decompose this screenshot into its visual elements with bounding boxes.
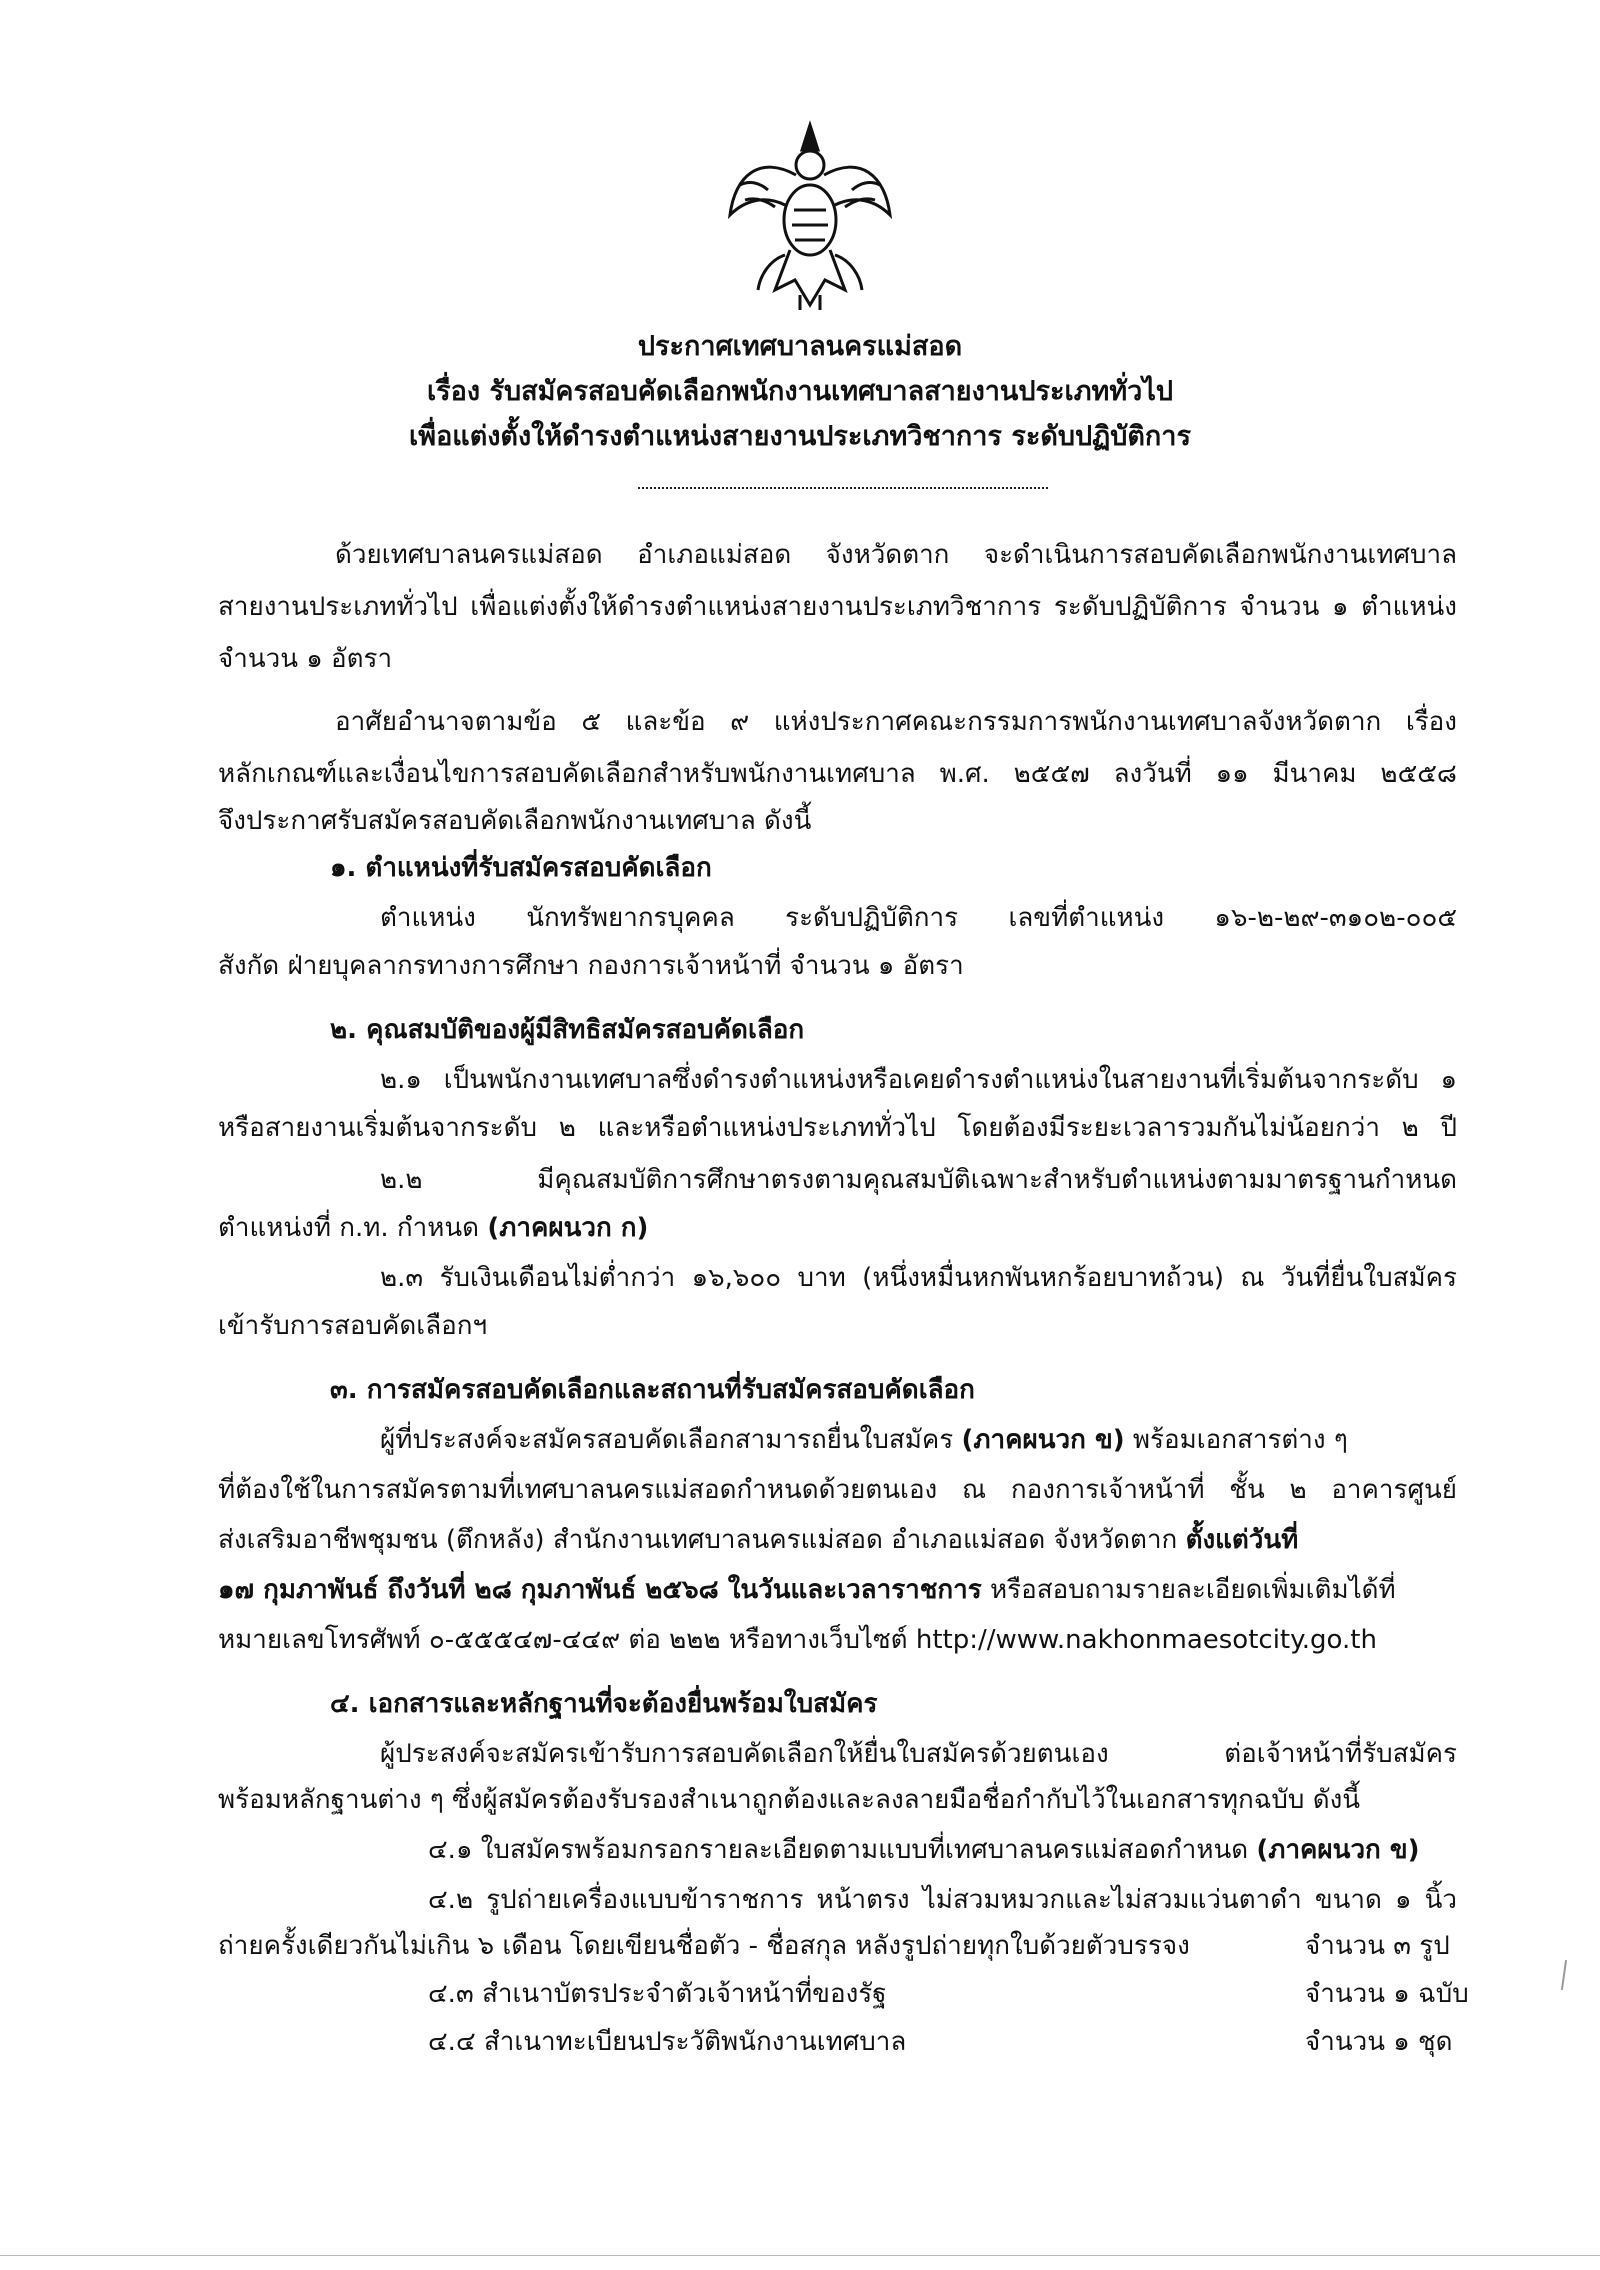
intro-p2-line3: จึงประกาศรับสมัครสอบคัดเลือกพนักงานเทศบาล ดังนี้ — [218, 806, 812, 836]
section3-line4 — [218, 1572, 1396, 1608]
appendix-b-label: (ภาคผนวก ข) — [961, 1425, 1125, 1455]
section2-item1-line2: หรือสายงานเริ่มต้นจากระดับ ๒ และหรือตำแหน่งประเภททั่วไป โดยต้องมีระยะเวลารวมกันไม่น้อยกว่า ๒ ปี — [218, 1113, 1457, 1143]
intro-p1-line1: ด้วยเทศบาลนครแม่สอด อำเภอแม่สอด จังหวัดตาก จะดำเนินการสอบคัดเลือกพนักงานเทศบาล — [335, 540, 1457, 570]
announcement-title: ประกาศเทศบาลนครแม่สอด — [637, 331, 963, 362]
section2-item2-line2 — [218, 1210, 648, 1246]
scan-mark — [1561, 1960, 1567, 1990]
section4-item4: ๔.๔ สำเนาทะเบียนประวัติพนักงานเทศบาล — [428, 2027, 907, 2057]
intro-p1-line2: สายงานประเภททั่วไป เพื่อแต่งตั้งให้ดำรงตำแหน่งสายงานประเภทวิชาการ ระดับปฏิบัติการ จำนวน ๑ ตำแหน่ง — [218, 592, 1457, 622]
section1-heading: ๑. ตำแหน่งที่รับสมัครสอบคัดเลือก — [330, 853, 712, 883]
divider-dotted — [638, 487, 1048, 489]
announcement-subject-line2: เพื่อแต่งตั้งให้ดำรงตำแหน่งสายงานประเภทวิชาการ ระดับปฏิบัติการ — [409, 421, 1191, 452]
intro-p2-line1: อาศัยอำนาจตามข้อ ๕ และข้อ ๙ แห่งประกาศคณะกรรมการพนักงานเทศบาลจังหวัดตาก เรื่อง — [335, 707, 1457, 737]
section4-item2-line1: ๔.๒ รูปถ่ายเครื่องแบบข้าราชการ หน้าตรง ไม่สวมหมวกและไม่สวมแว่นตาดำ ขนาด ๑ นิ้ว — [428, 1885, 1457, 1915]
announcement-subject: เรื่อง รับสมัครสอบคัดเลือกพนักงานเทศบาลสายงานประเภททั่วไป — [426, 376, 1174, 407]
section2-heading: ๒. คุณสมบัติของผู้มีสิทธิสมัครสอบคัดเลือก — [330, 1015, 805, 1045]
section3-line2: ที่ต้องใช้ในการสมัครตามที่เทศบาลนครแม่สอดกำหนดด้วยตนเอง ณ กองการเจ้าหน้าที่ ชั้น ๒ อาคารศูนย์ — [218, 1475, 1457, 1505]
section3-line5-contact: หมายเลขโทรศัพท์ ๐-๕๕๕๔๗-๔๔๙ ต่อ ๒๒๒ หรือทางเว็บไซต์ http://www.nakhonmaesotcity.go.th — [218, 1625, 1377, 1655]
section3-line1-text: ผู้ที่ประสงค์จะสมัครสอบคัดเลือกสามารถยื่นใบสมัคร — [380, 1425, 962, 1455]
section3-line1 — [380, 1422, 1348, 1458]
section1-line2: สังกัด ฝ่ายบุคลากรทางการศึกษา กองการเจ้าหน้าที่ จำนวน ๑ อัตรา — [218, 951, 964, 981]
garuda-emblem-icon — [720, 115, 900, 315]
section4-item1-text: ๔.๑ ใบสมัครพร้อมกรอกรายละเอียดตามแบบที่เทศบาลนครแม่สอดกำหนด — [428, 1835, 1257, 1865]
section3-line4-tail: หรือสอบถามรายละเอียดเพิ่มเติมได้ที่ — [981, 1575, 1396, 1605]
page-bottom-edge — [0, 2255, 1600, 2256]
section4-line1: ผู้ประสงค์จะสมัครเข้ารับการสอบคัดเลือกให้ยื่นใบสมัครด้วยตนเอง ต่อเจ้าหน้าที่รับสมัคร — [380, 1739, 1457, 1769]
section4-item4-qty: จำนวน ๑ ชุด — [1305, 2027, 1453, 2057]
section2-item2-text: ตำแหน่งที่ ก.ท. กำหนด — [218, 1213, 488, 1243]
appendix-b-label-2: (ภาคผนวก ข) — [1256, 1835, 1420, 1865]
section3-heading: ๓. การสมัครสอบคัดเลือกและสถานที่รับสมัครสอบคัดเลือก — [330, 1375, 975, 1405]
section4-heading: ๔. เอกสารและหลักฐานที่จะต้องยื่นพร้อมใบสมัคร — [330, 1689, 878, 1719]
section4-item1 — [428, 1832, 1420, 1868]
section4-item2-line2: ถ่ายครั้งเดียวกันไม่เกิน ๖ เดือน โดยเขียนชื่อตัว - ชื่อสกุล หลังรูปถ่ายทุกใบด้วยตัวบรรจง — [218, 1931, 1190, 1961]
section2-item3-line1: ๒.๓ รับเงินเดือนไม่ต่ำกว่า ๑๖,๖๐๐ บาท (หนึ่งหมื่นหกพันหกร้อยบาทถ้วน) ณ วันที่ยื่นใบสมัคร — [380, 1263, 1457, 1293]
section1-line1: ตำแหน่ง นักทรัพยากรบุคคล ระดับปฏิบัติการ เลขที่ตำแหน่ง ๑๖-๒-๒๙-๓๑๐๒-๐๐๕ — [380, 903, 1457, 933]
section4-item2-qty: จำนวน ๓ รูป — [1305, 1931, 1450, 1961]
intro-p1-line3: จำนวน ๑ อัตรา — [218, 644, 393, 674]
application-start-label: ตั้งแต่วันที่ — [1185, 1525, 1299, 1555]
section3-line3-text: ส่งเสริมอาชีพชุมชน (ตึกหลัง) สำนักงานเทศบาลนครแม่สอด อำเภอแม่สอด จังหวัดตาก — [218, 1525, 1186, 1555]
section4-item3: ๔.๓ สำเนาบัตรประจำตัวเจ้าหน้าที่ของรัฐ — [428, 1979, 887, 2009]
section2-item3-line2: เข้ารับการสอบคัดเลือกฯ — [218, 1311, 488, 1341]
section3-line1-tail: พร้อมเอกสารต่าง ๆ — [1124, 1425, 1348, 1455]
section2-item1-line1: ๒.๑ เป็นพนักงานเทศบาลซึ่งดำรงตำแหน่งหรือเคยดำรงตำแหน่งในสายงานที่เริ่มต้นจากระดับ ๑ — [380, 1065, 1457, 1095]
section2-item2-line1: ๒.๒ มีคุณสมบัติการศึกษาตรงตามคุณสมบัติเฉพาะสำหรับตำแหน่งตามมาตรฐานกำหนด — [380, 1165, 1457, 1195]
section4-line2: พร้อมหลักฐานต่าง ๆ ซึ่งผู้สมัครต้องรับรองสำเนาถูกต้องและลงลายมือชื่อกำกับไว้ในเอกสารทุกฉบับ ดังนี้ — [218, 1785, 1361, 1815]
section3-line3 — [218, 1522, 1298, 1558]
intro-p2-line2: หลักเกณฑ์และเงื่อนไขการสอบคัดเลือกสำหรับพนักงานเทศบาล พ.ศ. ๒๕๕๗ ลงวันที่ ๑๑ มีนาคม ๒๕๕๘ — [218, 759, 1457, 789]
appendix-a-label: (ภาคผนวก ก) — [487, 1213, 649, 1243]
application-dates: ๑๗ กุมภาพันธ์ ถึงวันที่ ๒๘ กุมภาพันธ์ ๒๕๖๘ ในวันและเวลาราชการ — [218, 1575, 982, 1605]
section4-item3-qty: จำนวน ๑ ฉบับ — [1305, 1979, 1469, 2009]
